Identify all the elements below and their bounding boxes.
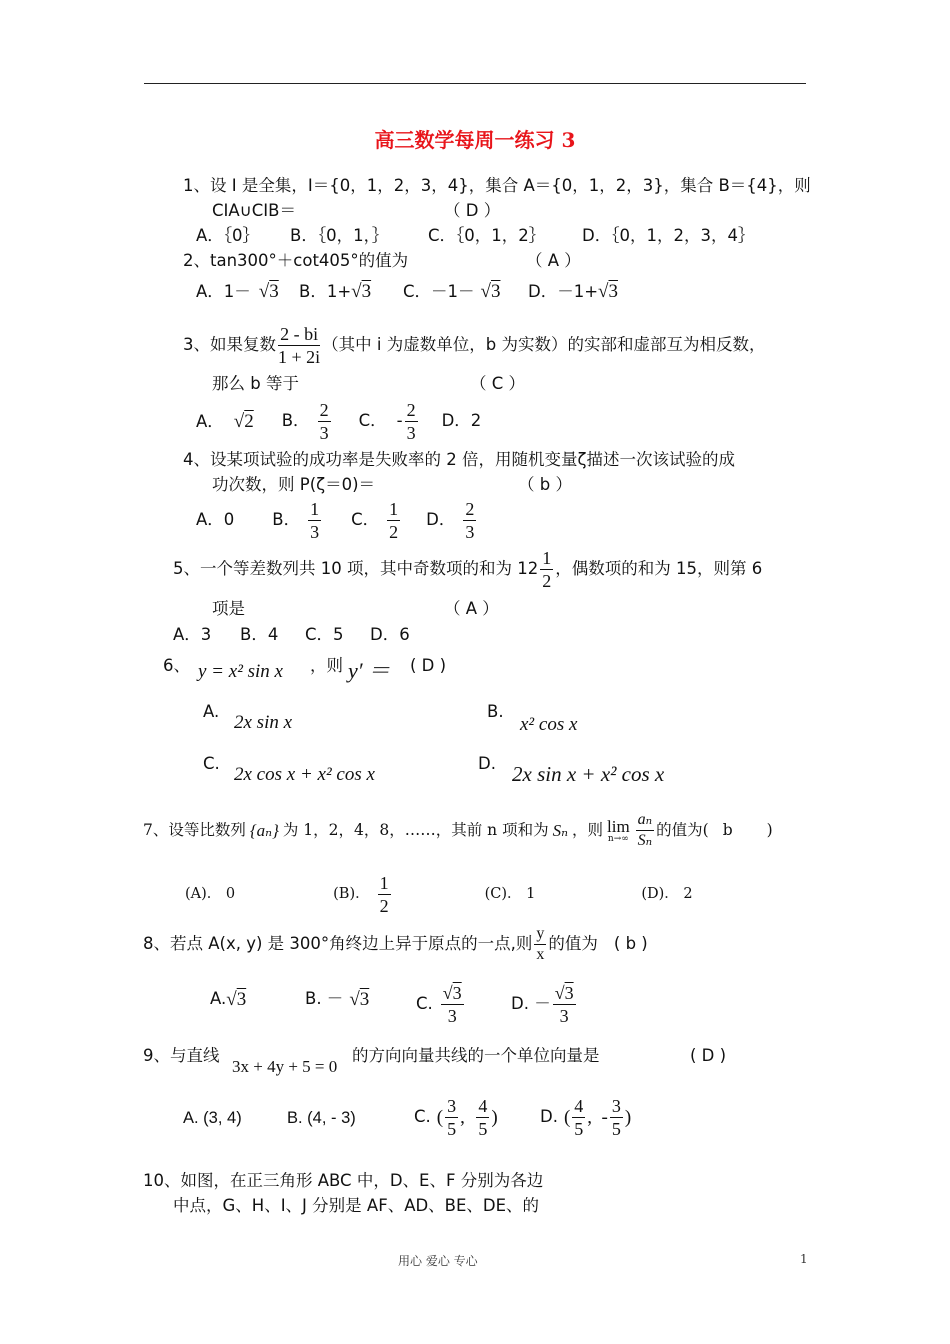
q4-option-a: A．0: [196, 510, 235, 530]
q10-stem: 10、如图，在正三角形 ABC 中，D、E、F 分别为各边: [143, 1171, 544, 1190]
q5-answer: （ A ）: [444, 599, 499, 618]
q7-option-b: (B)． 1 2: [333, 873, 389, 916]
q6-option-b: x² cos x: [520, 714, 578, 735]
q3-option-a: A． √2: [196, 411, 254, 432]
q1-expression: CIA∪CIB＝: [212, 201, 296, 220]
q3-option-c: C． - 2 3: [358, 400, 416, 443]
q5-stem: 5、一个等差数列共 10 项，其中奇数项的和为 12 1 2 ，偶数项的和为 15，则第 6: [173, 548, 763, 591]
page-title: 高三数学每周一练习 3: [374, 128, 576, 152]
q2-option-a: A．1－ √3: [196, 281, 279, 302]
q5-option-c: C．5: [305, 625, 344, 644]
q3-options: [196, 401, 481, 442]
q4-option-c: C． 1 2: [351, 499, 399, 542]
q6-option-c: 2x cos x + x² cos x: [234, 764, 375, 785]
q2-option-b: B．1+√3: [299, 281, 372, 302]
footer-motto: 用心 爱心 专心: [398, 1254, 478, 1268]
q3-answer: （ C ）: [470, 374, 526, 393]
q8-stem: 8、若点 A(x, y) 是 300°角终边上异于原点的一点,则 y x 的值为 ( b ): [143, 925, 648, 963]
q9-option-b: B. (4, - 3): [287, 1109, 356, 1127]
q2-option-c: C．－1－ √3: [403, 281, 501, 302]
q9-stem-pre: 9、与直线: [143, 1046, 220, 1065]
q8-option-a: A. √3: [210, 989, 247, 1010]
q6-option-d-label: D.: [478, 754, 496, 773]
q3-option-b: B． 2 3: [281, 400, 329, 443]
q6-derivative: y′ ＝: [348, 658, 391, 683]
q2-option-d: D．－1+√3: [528, 281, 618, 302]
q5-fraction: 1 2: [542, 548, 552, 591]
q1-stem: 1、设 I 是全集，I＝{0，1，2，3，4}，集合 A＝{0，1，2，3}，集合 B＝{4}，则: [183, 176, 811, 195]
q1-option-d: D．｛0，1，2，3，4｝: [582, 226, 755, 245]
q9-option-d: D. ( 4 5 , - 3 5 ): [540, 1096, 632, 1139]
q9-option-c: C. ( 3 5 , 4 5 ): [414, 1096, 498, 1139]
q9-equation: 3x + 4y + 5 = 0: [232, 1057, 338, 1076]
q1-option-c: C．｛0，1，2｝: [428, 226, 546, 245]
q7-option-a: (A)． 0: [185, 886, 236, 903]
q10-stem-line2: 中点，G、H、I、J 分别是 AF、AD、BE、DE、的: [173, 1196, 540, 1215]
q7-option-d: (D)． 2: [641, 886, 693, 903]
q8-option-b: B. － √3: [305, 989, 370, 1010]
q6-option-d: 2x sin x + x² cos x: [512, 762, 665, 786]
q9-answer: ( D ): [690, 1046, 727, 1065]
q9-option-a: A. (3, 4): [183, 1109, 242, 1127]
q4-stem: 4、设某项试验的成功率是失败率的 2 倍，用随机变量ζ描述一次该试验的成: [183, 450, 735, 469]
q4-option-d: D． 2 3: [426, 499, 475, 542]
q3-fraction: 2 - bi 1 + 2i: [278, 324, 321, 367]
q6-option-a-label: A.: [203, 702, 220, 721]
q3-option-d: D．2: [441, 411, 482, 431]
q6-answer: ( D ): [410, 656, 447, 675]
q3-stem: 3、如果复数 2 - bi 1 + 2i （其中 i 为虚数单位，b 为实数）的实部和虚部互为相反数，: [183, 324, 766, 367]
q6-option-c-label: C.: [203, 754, 220, 773]
q6-mid: ，则: [310, 656, 343, 675]
q6-option-a: 2x sin x: [234, 712, 293, 733]
q7-option-c: (C)． 1: [484, 886, 536, 903]
q6-function: y = x² sin x: [198, 661, 283, 682]
q7-limit: lim n→∞: [607, 816, 630, 844]
q7-answer: b: [722, 820, 733, 839]
q4-option-b: B． 1 3: [272, 499, 320, 542]
q2-stem: 2、tan300°＋cot405°的值为: [183, 251, 409, 270]
q9-stem-post: 的方向向量共线的一个单位向量是: [352, 1046, 600, 1065]
q5-option-d: D．6: [370, 625, 410, 644]
q3-stem-line2: 那么 b 等于: [212, 374, 299, 393]
q1-option-a: A．｛0｝: [196, 226, 260, 245]
q8-answer: ( b ): [613, 934, 648, 954]
q1-answer: （ D ）: [444, 201, 501, 220]
q8-option-c: C. √3 3: [416, 983, 462, 1026]
q7-stem: 7、设等比数列 {aₙ} 为 1，2，4，8，……，其前 n 项和为 Sₙ ，则 lim n→∞ aₙ Sₙ 的值为( b ): [143, 811, 773, 849]
header-rule: [144, 83, 806, 84]
q6-option-b-label: B.: [487, 702, 504, 721]
q7-options: [185, 874, 693, 915]
q4-options: [196, 500, 478, 541]
q8-option-d: D. － √3 3: [511, 983, 574, 1026]
q5-option-b: B．4: [240, 625, 279, 644]
q5-option-a: A．3: [173, 625, 212, 644]
q5-stem-line2: 项是: [212, 599, 245, 618]
q2-answer: （ A ）: [526, 251, 581, 270]
q6-number: 6、: [163, 656, 190, 675]
q4-stem-line2: 功次数，则 P(ζ＝0)＝: [212, 475, 376, 494]
q1-option-b: B．｛0，1，｝: [290, 226, 389, 245]
q4-answer: （ b ）: [518, 475, 572, 494]
page-number: 1: [800, 1252, 808, 1266]
